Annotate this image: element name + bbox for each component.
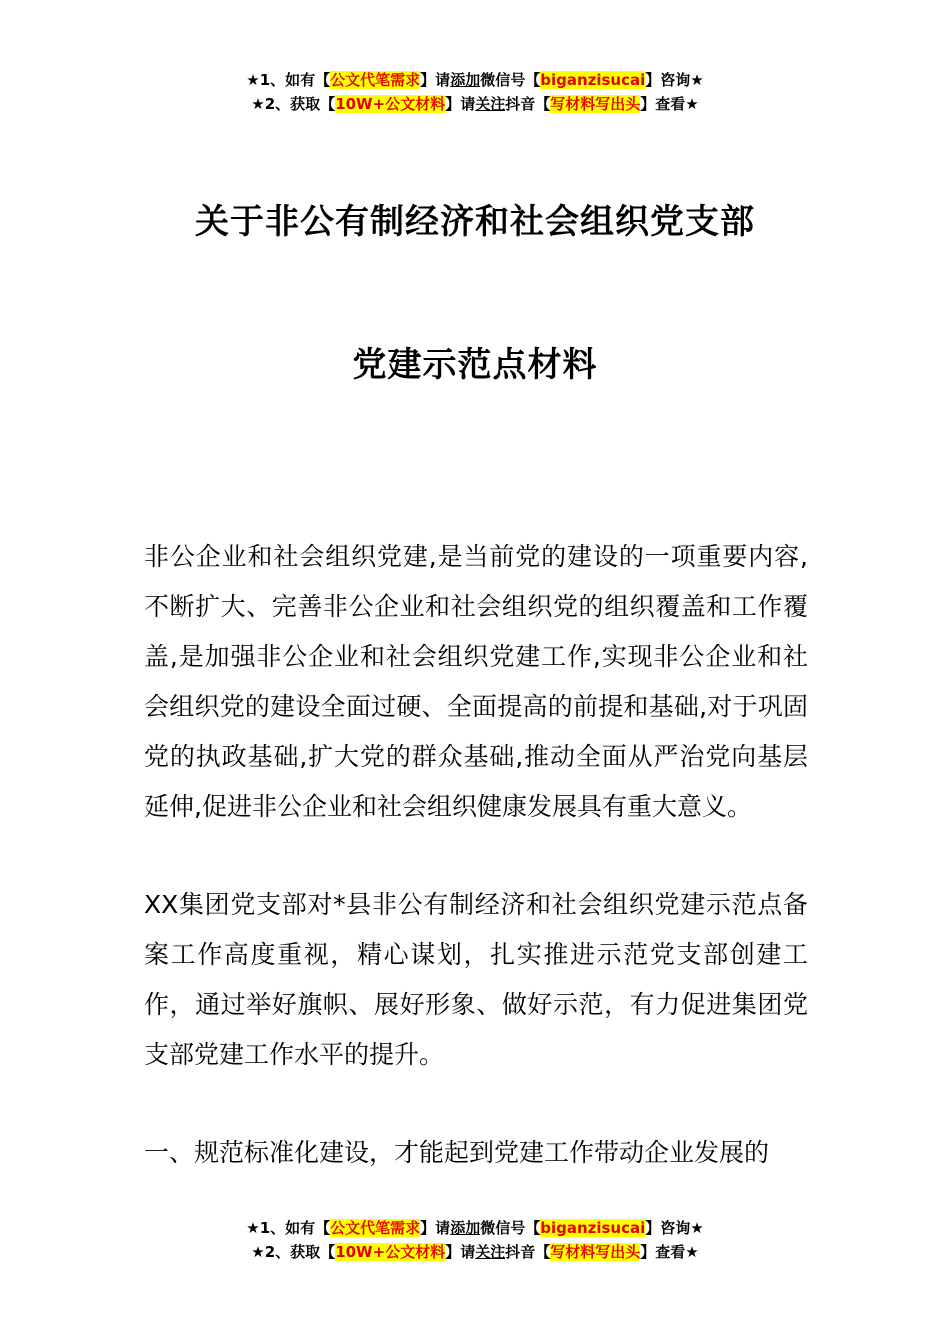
banner-underline: 关注 xyxy=(475,1243,506,1261)
banner-text: 抖音【 xyxy=(505,95,551,113)
top-banner xyxy=(0,68,950,116)
banner-text: 】请 xyxy=(445,1243,476,1261)
banner-text: ★2、获取【 xyxy=(251,95,336,113)
body-paragraph-1: 非公企业和社会组织党建,是当前党的建设的一项重要内容,不断扩大、完善非公企业和社会组织党的组织覆盖和工作覆盖,是加强非公企业和社会组织党建工作,实现非公企业和社会组织党的建设全面过硬、全面提高的前提和基础,对于巩固党的执政基础,扩大党的群众基础,推动全面从严治党向基层延伸,促进非公企业和社会组织健康发展具有重大意义。 xyxy=(144,542,808,821)
banner-text: 】咨询★ xyxy=(645,71,704,89)
banner-highlight: 公文代笔需求 xyxy=(330,71,421,89)
banner-text: 微信号【 xyxy=(480,1219,541,1237)
banner-text: ★2、获取【 xyxy=(251,1243,336,1261)
banner-text: 抖音【 xyxy=(505,1243,551,1261)
banner-highlight: 10W+公文材料 xyxy=(335,95,446,113)
banner-line-1 xyxy=(0,68,950,92)
banner-highlight: biganzisucai xyxy=(540,71,646,89)
banner-line-2 xyxy=(0,92,950,116)
banner-text: 微信号【 xyxy=(480,71,541,89)
banner-highlight: 10W+公文材料 xyxy=(335,1243,446,1261)
document-title-line-2: 党建示范点材料 xyxy=(352,345,598,385)
banner-highlight: 写材料写出头 xyxy=(550,95,641,113)
banner-underline: 添加 xyxy=(450,71,481,89)
document-title-line-1: 关于非公有制经济和社会组织党支部 xyxy=(195,202,755,242)
body-paragraph-2: XX集团党支部对*县非公有制经济和社会组织党建示范点备案工作高度重视，精心谋划，扎实推进示范党支部创建工作，通过举好旗帜、展好形象、做好示范，有力促进集团党支部党建工作水平的提升。 xyxy=(144,890,808,1069)
bottom-banner xyxy=(0,1216,950,1264)
banner-text: 】查看★ xyxy=(640,1243,699,1261)
banner-highlight: 写材料写出头 xyxy=(550,1243,641,1261)
banner-text: 】请 xyxy=(420,71,451,89)
banner-text: 】请 xyxy=(420,1219,451,1237)
body-paragraph-3: 一、规范标准化建设，才能起到党建工作带动企业发展的 xyxy=(144,1138,770,1167)
banner-text: 】查看★ xyxy=(640,95,699,113)
banner-line-2 xyxy=(0,1240,950,1264)
banner-line-1 xyxy=(0,1216,950,1240)
banner-text: ★1、如有【 xyxy=(246,1219,331,1237)
banner-underline: 添加 xyxy=(450,1219,481,1237)
banner-highlight: biganzisucai xyxy=(540,1219,646,1237)
banner-underline: 关注 xyxy=(475,95,506,113)
banner-highlight: 公文代笔需求 xyxy=(330,1219,421,1237)
banner-text: 】请 xyxy=(445,95,476,113)
banner-text: 】咨询★ xyxy=(645,1219,704,1237)
banner-text: ★1、如有【 xyxy=(246,71,331,89)
